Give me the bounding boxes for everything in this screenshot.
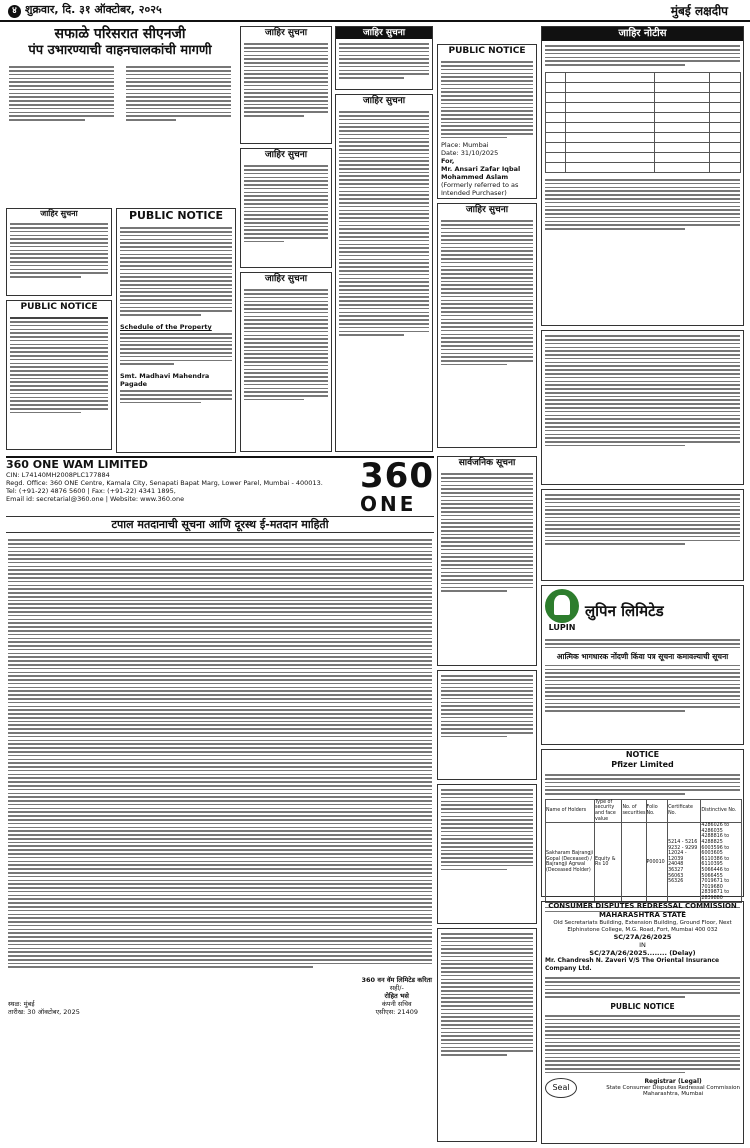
headline-story — [6, 26, 234, 201]
pfizer-notice-heading: NOTICE — [625, 750, 660, 759]
certificate-no: 56326 — [668, 879, 684, 885]
notice-heading: जाहिर नोटीस — [542, 27, 743, 41]
table-header: Distinctive No. — [701, 799, 742, 822]
notice-heading: जाहिर सुचना — [465, 205, 509, 215]
table-header: Folio No. — [646, 799, 668, 822]
lupin-name: लुपिन लिमिटेड — [585, 601, 664, 620]
notice-ansari — [437, 44, 537, 199]
consumer-case-no: SC/27A/26/2025 — [613, 933, 672, 941]
notice-left-english — [6, 300, 112, 450]
consumer-notice-title: PUBLIC NOTICE — [610, 1001, 675, 1011]
company-regd-office: Regd. Office: 360 ONE Centre, Kamala City, Senapati Bapat Marg, Lower Parel, Mumbai - 400013. — [6, 479, 323, 487]
certificate-no: 24048 — [668, 862, 684, 868]
signoff-role: कंपनी सचिव — [381, 1000, 412, 1009]
notice-heading: जाहिर सुचना — [264, 274, 308, 284]
certificate-no: 12024 - 12039 — [668, 851, 687, 862]
lupin-brand: LUPIN — [548, 623, 576, 632]
certificate-no: 56063 — [668, 873, 684, 879]
consumer-in: IN — [639, 941, 646, 949]
notice-col5-5 — [437, 928, 537, 1142]
security-type: Equity & Rs 10 — [595, 823, 622, 902]
table-header-row — [546, 799, 742, 822]
lupin-notice — [541, 585, 744, 745]
notice-left-marathi — [6, 208, 112, 296]
distinctive-no: 4288816 to 4288825 — [701, 834, 730, 846]
certificate-no: 36327 — [668, 868, 684, 873]
notice-right-table — [541, 26, 744, 326]
notice-place: Place: Mumbai — [441, 140, 489, 149]
page-folio — [0, 0, 750, 22]
table-header: Type of security and face value — [595, 799, 622, 822]
consumer-case-no-2: SC/27A/26/2025........ (Delay) — [589, 949, 696, 957]
notice-sarvajanik — [437, 456, 537, 666]
notice-heading: जाहिर सुचना — [40, 209, 78, 218]
seal-stamp: Seal — [545, 1078, 577, 1098]
notice-heading: PUBLIC NOTICE — [20, 302, 98, 312]
notice-for: For, — [441, 156, 455, 165]
consumer-title-2: MAHARASHTRA STATE — [598, 911, 687, 919]
registrar-org: State Consumer Disputes Redressal Commission — [606, 1084, 740, 1091]
registrar-state: Maharashtra, Mumbai — [643, 1091, 704, 1098]
notice-heading: जाहिर सुचना — [264, 28, 308, 38]
pfizer-table — [545, 799, 742, 903]
folio-edition: मुंबई लक्षदीप — [670, 3, 728, 18]
signoff-for: 360 वन वॅम लिमिटेड करिता — [361, 976, 432, 985]
distinctive-no: 6003596 to 6003605 — [701, 845, 730, 857]
notice-date: Date: 31/10/2025 — [441, 148, 499, 157]
notice-col4-1 — [335, 26, 433, 90]
notice-date: तारीख: 30 ऑक्टोबर, 2025 — [8, 1008, 80, 1017]
schedule-heading: Schedule of the Property — [120, 322, 212, 331]
table-header: Certificate No. — [668, 799, 701, 822]
notice-center-2 — [240, 148, 332, 268]
consumer-title-1: CONSUMER DISPUTES REDRESSAL COMMISSION — [548, 902, 737, 910]
notice-signatory: Smt. Madhavi Mahendra Pagade — [120, 372, 210, 389]
pfizer-company-name: Pfizer Limited — [611, 760, 674, 769]
signoff-name: रोहित भसे — [384, 992, 409, 1001]
notice-formerly: (Formerly referred to as Intended Purchaser) — [441, 180, 519, 197]
360-one-logo: 360 ONE — [360, 456, 434, 516]
notice-heading: जाहिर सुचना — [336, 27, 432, 39]
headline-line-2: पंप उभारण्याची वाहनचालकांची मागणी — [28, 43, 212, 58]
folio-no: P00010 — [646, 823, 668, 902]
consumer-parties: Mr. Chandresh N. Zaveri V/S The Oriental Insurance Company Ltd. — [545, 957, 720, 972]
notice-heading: PUBLIC NOTICE — [448, 46, 526, 56]
company-name: 360 ONE WAM LIMITED — [6, 458, 148, 471]
notice-heading: जाहिर सुचना — [362, 96, 406, 106]
company-360-notice — [6, 456, 434, 1146]
distinctive-no: 5066446 to 5066455 — [701, 868, 730, 879]
consumer-address: Old Secretariats Building, Extension Building, Ground Floor, Next Elphinstone College, M.G. Road, Fort, Mumbai 400 032 — [553, 920, 732, 933]
notice-center-1 — [240, 26, 332, 144]
notice-title: टपाल मतदानाची सूचना आणि दूरस्थ ई-मतदान माहिती — [6, 516, 434, 533]
holder-name: Sakharam Bajrangji Gopal (Deceased) / Bajrangji Agrwal (Deceased Holder) — [546, 823, 595, 902]
company-tel: Tel: (+91-22) 4876 5600 | Fax: (+91-22) 4341 1895, — [6, 487, 176, 495]
table-row — [546, 823, 742, 902]
signoff-number: एसीएस: 21409 — [375, 1008, 419, 1017]
folio-date: शुक्रवार, दि. ३१ ऑक्टोबर, २०२५ — [25, 3, 162, 16]
company-cin: CIN: L74140MH2008PLC177884 — [6, 471, 110, 479]
notice-heading: PUBLIC NOTICE — [128, 209, 224, 222]
notice-table — [545, 72, 741, 173]
notice-center-3 — [240, 272, 332, 452]
notice-right-2 — [541, 330, 744, 485]
notice-col5-3 — [437, 670, 537, 780]
lupin-logo — [545, 589, 579, 632]
notice-madhavi — [116, 208, 236, 453]
notice-col5-2 — [437, 203, 537, 448]
notice-heading: सार्वजनिक सूचना — [458, 458, 516, 468]
notice-heading: जाहिर सुचना — [264, 150, 308, 160]
distinctive-no: 4286026 to 4286035 — [701, 823, 730, 834]
consumer-disputes-notice — [541, 901, 744, 1144]
pfizer-notice — [541, 749, 744, 901]
signoff-sign: सही/- — [389, 984, 404, 993]
distinctive-no: 7019671 to 7019680 — [701, 879, 730, 890]
registrar: Registrar (Legal) — [644, 1077, 702, 1085]
distinctive-no: 2839871 to 2839880 — [701, 890, 730, 901]
notice-signatory: Mr. Ansari Zafar Iqbal Mohammed Aslam — [441, 164, 521, 181]
notice-col4-2 — [335, 94, 433, 452]
company-email: Email id: secretarial@360.one | Website: www.360.one — [6, 495, 185, 503]
notice-right-3 — [541, 489, 744, 581]
notice-place: स्थळ: मुंबई — [8, 1000, 35, 1009]
notice-col5-4 — [437, 784, 537, 924]
lupin-leaf-icon — [545, 589, 579, 623]
table-header: No. of securities — [622, 799, 646, 822]
certificate-no: 5214 - 5216 — [668, 840, 698, 846]
headline-line-1: सफाळे परिसरात सीएनजी — [54, 26, 186, 42]
distinctive-no: 6110386 to 6110395 — [701, 856, 730, 868]
certificate-no: 9232 - 9299 — [668, 845, 698, 851]
table-header: Name of Holders — [546, 799, 595, 822]
lupin-notice-title: आत्मिक भागधारक नोंदणी किंवा पत्र सूचना कमावल्याची सूचना — [556, 651, 729, 661]
page-number: ४ — [8, 5, 21, 18]
